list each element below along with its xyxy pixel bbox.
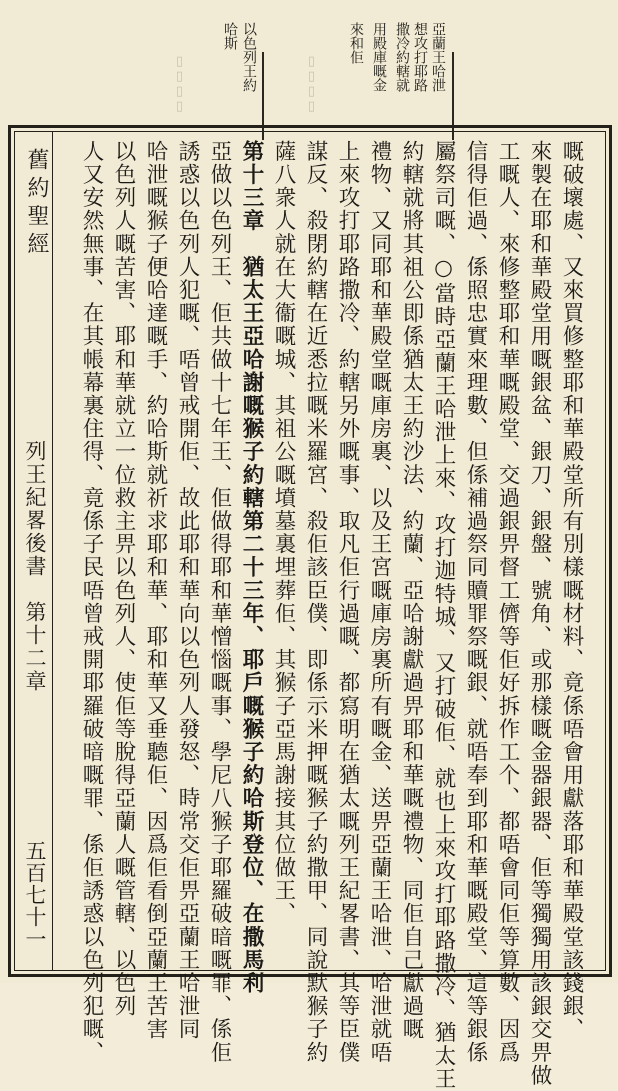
- text-column: 誘惑以色列人犯嘅、唔曾戒開佢、故此耶和華向以色列人發怒、時常交佢畀亞蘭王哈泄同: [175, 140, 200, 1041]
- text-column: 信得佢過、係照忠實來理數、但係補過祭同贖罪祭嘅銀、就唔奉到耶和華嘅殿堂、這等銀係: [463, 140, 488, 1064]
- margin-gloss: 哈斯: [222, 22, 238, 50]
- margin-gloss: 來和佢: [348, 22, 364, 64]
- text-column: 謀反、殺閉約轄在近悉拉嘅米羅宮、殺佢該臣僕、即係示米押嘅𤠣子約撒甲、同說默𤠣子約: [303, 140, 328, 1064]
- bleed-through-mark: ▯▯▯▯: [304, 54, 319, 114]
- margin-gloss: 亞蘭王哈泄: [430, 22, 446, 92]
- running-header: [18, 140, 52, 970]
- text-column: 以色列人嘅苦害、耶和華就立一位救主畀以色列人、使佢等脫得亞蘭人嘅管轄、以色列: [111, 140, 136, 1018]
- text-column: 嘅破壞處、又來買修整耶和華殿堂所有別樣嘅材料、竟係唔會用獻落耶和華殿堂該錢銀、: [559, 140, 584, 1041]
- bleed-through-mark: ▯▯▯▯: [172, 54, 187, 114]
- text-column: 屬祭司嘅、○當時亞蘭王哈泄上來、攻打迦特城、又打破佢、就也上來攻打耶路撒冷、猶太王: [431, 140, 456, 1091]
- text-column: 哈泄嘅𤠣子便哈達嘅手、約哈斯就祈求耶和華、耶和華又垂聽佢、因爲佢看倒亞蘭王苦害: [143, 140, 168, 1041]
- text-column: 人又安然無事、在其帳幕裏住得、竟係子民唔曾戒開耶羅破暗嘅罪、係佢誘惑以色列犯嘅、: [79, 140, 104, 1064]
- text-column: 上來攻打耶路撒冷、約轄另外嘅事、取凡佢行過嘅、都寫明在猶太嘅列王紀畧書、其等臣僕: [335, 140, 360, 1064]
- text-column: 禮物、又同耶和華殿堂嘅庫房裏、以及王宮嘅庫房裏所有嘅金、送畀亞蘭王哈泄、哈泄就唔: [367, 140, 392, 1064]
- text-column: 約轄就將其祖公即係猶太王約沙法、約蘭、亞哈謝獻過畀耶和華嘅禮物、同佢自己獻過嘅: [399, 140, 424, 1041]
- text-column-chapter-start: 第十三章 猶太王亞哈謝嘅𤠣子約轄第二十三年、耶戶嘅𤠣子約哈斯登位、在撒馬利: [239, 140, 264, 995]
- book-title: 舊約聖經: [24, 148, 49, 260]
- margin-gloss: 撒冷約轄就: [394, 22, 410, 92]
- text-column: 薩八衆人就在大衞嘅城、其祖公嘅墳墓裏埋葬佢、其𤠣子亞馬謝接其位做王、: [271, 140, 296, 926]
- margin-gloss: 用殿庫嘅金: [371, 22, 387, 92]
- text-column: 亞做以色列王、佢共做十七年王、佢做得耶和華憎惱嘅事、學尼八𤠣子耶羅破暗嘅罪、係佢: [207, 140, 232, 1064]
- header-divider: [52, 131, 53, 971]
- margin-gloss: 想攻打耶路: [412, 22, 428, 92]
- text-column: 來製在耶和華殿堂用嘅銀盆、銀刀、銀盤、號角、或那樣嘅金器銀器、佢等獨獨用該銀交畀做: [527, 140, 552, 1088]
- text-column: 工嘅人、來修整耶和華嘅殿堂、交過銀畀督工儕等佢好拆作工个、都唔會同佢等算數、因爲: [495, 140, 520, 1064]
- chapter-heading: 列王紀畧後書 第十二章: [23, 440, 47, 693]
- margin-gloss: 以色列王約: [241, 22, 257, 92]
- page-number: 五百七十一: [23, 840, 47, 950]
